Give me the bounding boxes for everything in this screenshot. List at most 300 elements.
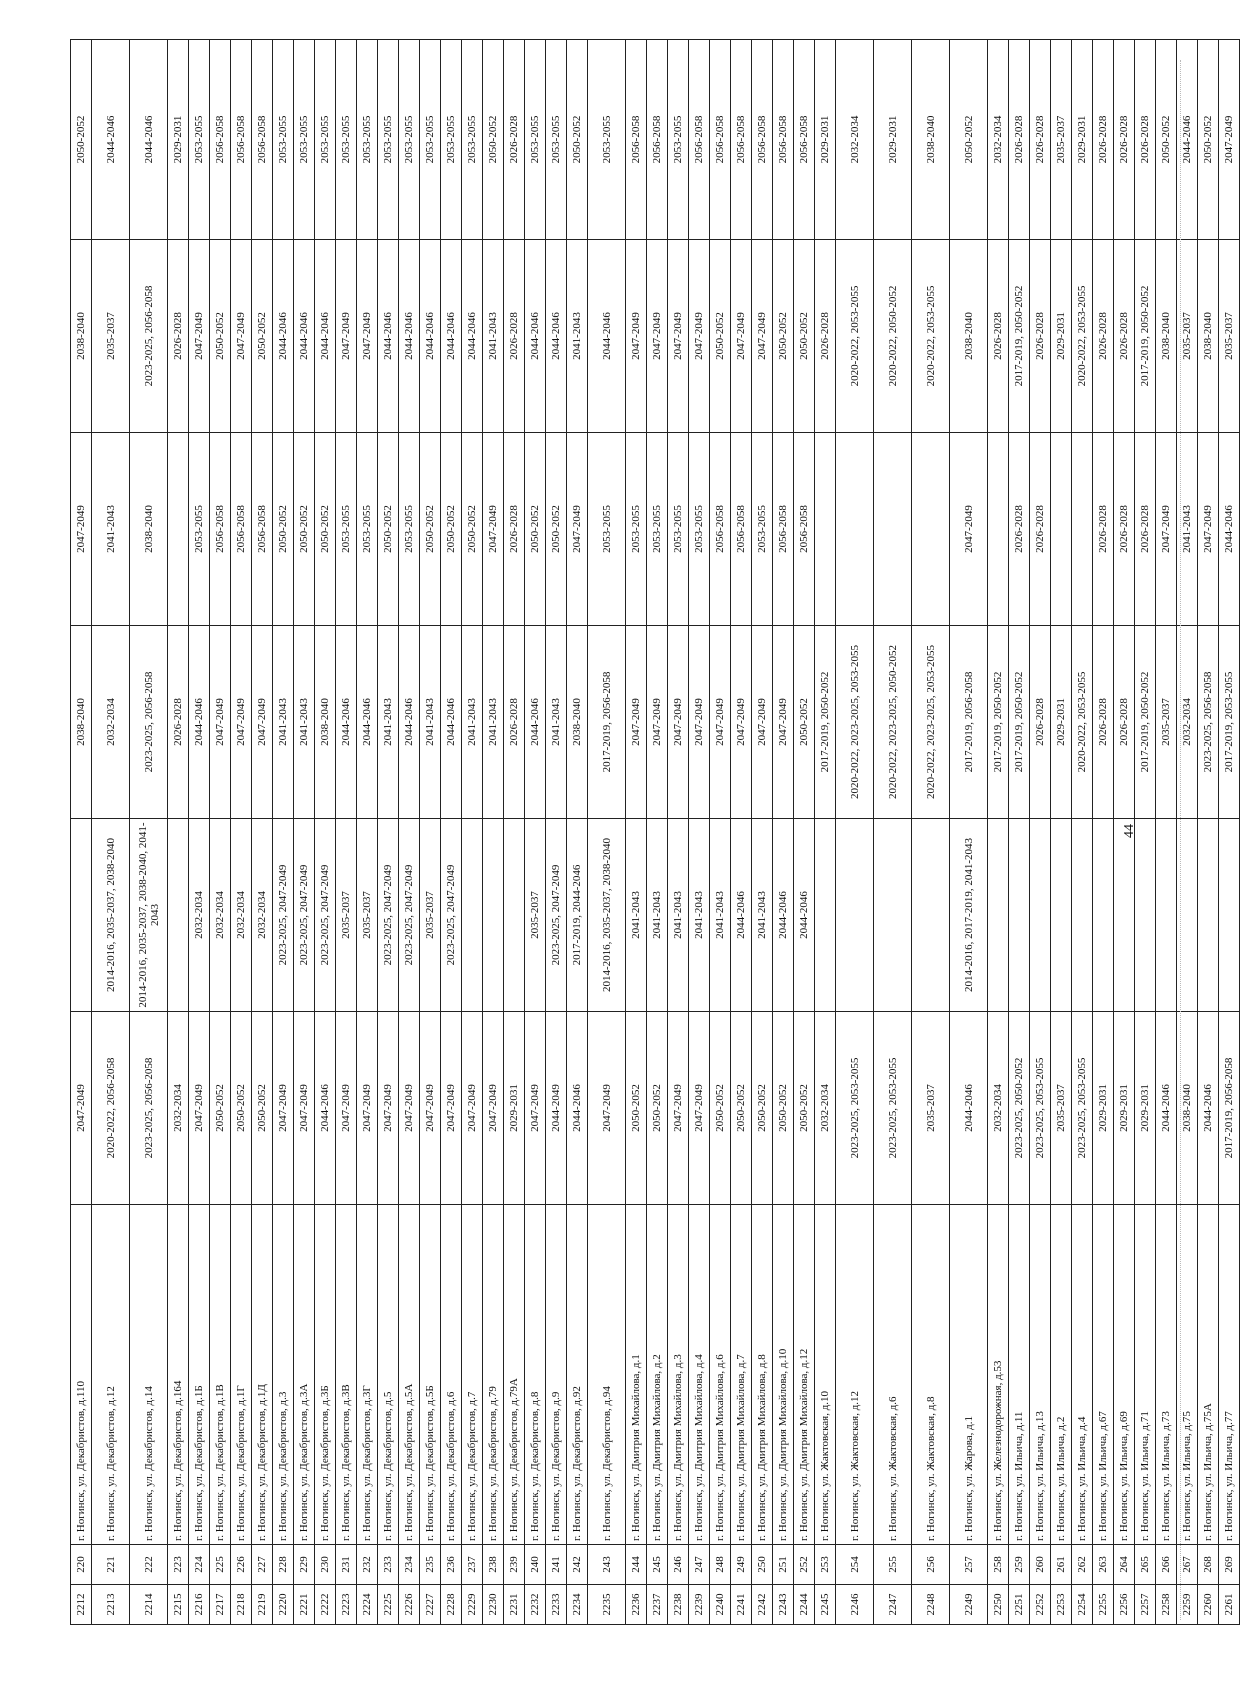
period-cell: 2056-2058 <box>752 40 773 240</box>
row-number-cell: 2250 <box>988 1585 1009 1625</box>
table-row <box>546 40 567 1625</box>
period-cell: 2017-2019, 2056-2058 <box>1219 1012 1240 1205</box>
period-cell: 2023-2025, 2047-2049 <box>315 819 336 1012</box>
period-cell: 2041-2043 <box>710 819 731 1012</box>
sub-number-cell: 269 <box>1219 1545 1240 1585</box>
period-cell: 2041-2043 <box>567 240 588 433</box>
sub-number-cell: 261 <box>1051 1545 1072 1585</box>
sub-number-cell: 248 <box>710 1545 731 1585</box>
period-cell: 2023-2025, 2047-2049 <box>441 819 462 1012</box>
period-cell: 2023-2025, 2047-2049 <box>399 819 420 1012</box>
period-cell: 2053-2055 <box>689 433 710 626</box>
period-cell: 2041-2043 <box>483 626 504 819</box>
period-cell: 2056-2058 <box>731 433 752 626</box>
period-cell: 2041-2043 <box>92 433 130 626</box>
sub-number-cell: 267 <box>1177 1545 1198 1585</box>
period-cell: 2026-2028 <box>1114 626 1135 819</box>
period-cell: 2044-2046 <box>773 819 794 1012</box>
period-cell: 2047-2049 <box>731 240 752 433</box>
address-cell: г. Ногинск, ул. Дмитрия Михайлова, д.10 <box>773 1205 794 1545</box>
row-number-cell: 2248 <box>912 1585 950 1625</box>
table-row <box>988 40 1009 1625</box>
period-cell <box>1051 819 1072 1012</box>
period-cell: 2029-2031 <box>1051 626 1072 819</box>
period-cell <box>836 433 874 626</box>
period-cell: 2053-2055 <box>525 40 546 240</box>
period-cell: 2038-2040 <box>1156 240 1177 433</box>
row-number-cell: 2222 <box>315 1585 336 1625</box>
period-cell: 2035-2037 <box>912 1012 950 1205</box>
address-cell: г. Ногинск, ул. Декабристов, д.5 <box>378 1205 399 1545</box>
period-cell: 2041-2043 <box>689 819 710 1012</box>
period-cell: 2044-2046 <box>1177 40 1198 240</box>
period-cell: 2050-2052 <box>773 240 794 433</box>
table-row <box>92 40 130 1625</box>
period-cell: 2044-2046 <box>546 240 567 433</box>
address-cell: г. Ногинск, ул. Декабристов, д.3В <box>336 1205 357 1545</box>
period-cell: 2053-2055 <box>399 433 420 626</box>
row-number-cell: 2240 <box>710 1585 731 1625</box>
sub-number-cell: 232 <box>357 1545 378 1585</box>
period-cell: 2026-2028 <box>1030 626 1051 819</box>
sub-number-cell: 230 <box>315 1545 336 1585</box>
address-cell: г. Ногинск, ул. Декабристов, д.3Б <box>315 1205 336 1545</box>
period-cell: 2035-2037 <box>1051 1012 1072 1205</box>
period-cell: 2044-2046 <box>441 626 462 819</box>
table-row <box>731 40 752 1625</box>
period-cell <box>988 819 1009 1012</box>
period-cell: 2038-2040 <box>912 40 950 240</box>
address-cell: г. Ногинск, ул. Дмитрия Михайлова, д.4 <box>689 1205 710 1545</box>
period-cell: 2056-2058 <box>773 433 794 626</box>
sub-number-cell: 244 <box>626 1545 647 1585</box>
period-cell: 2044-2046 <box>420 240 441 433</box>
period-cell: 2044-2046 <box>1198 1012 1219 1205</box>
period-cell: 2026-2028 <box>504 626 525 819</box>
period-cell: 2044-2046 <box>588 240 626 433</box>
table-row <box>567 40 588 1625</box>
address-cell: г. Ногинск, ул. Ильича, д.11 <box>1009 1205 1030 1545</box>
address-cell: г. Ногинск, ул. Дмитрия Михайлова, д.3 <box>668 1205 689 1545</box>
sub-number-cell: 234 <box>399 1545 420 1585</box>
row-number-cell: 2260 <box>1198 1585 1219 1625</box>
period-cell: 2047-2049 <box>668 1012 689 1205</box>
period-cell: 2035-2037 <box>1219 240 1240 433</box>
period-cell: 2047-2049 <box>336 240 357 433</box>
period-cell <box>815 819 836 1012</box>
row-number-cell: 2223 <box>336 1585 357 1625</box>
period-cell: 2047-2049 <box>752 240 773 433</box>
period-cell: 2020-2022, 2023-2025, 2053-2055 <box>836 626 874 819</box>
address-cell: г. Ногинск, ул. Декабристов, д.12 <box>92 1205 130 1545</box>
period-cell: 2056-2058 <box>773 40 794 240</box>
period-cell: 2020-2022, 2053-2055 <box>836 240 874 433</box>
address-cell: г. Ногинск, ул. Ильича, д.67 <box>1093 1205 1114 1545</box>
table-row <box>752 40 773 1625</box>
row-number-cell: 2219 <box>252 1585 273 1625</box>
period-cell: 2050-2052 <box>1156 40 1177 240</box>
table-row <box>668 40 689 1625</box>
period-cell <box>1219 819 1240 1012</box>
row-number-cell: 2234 <box>567 1585 588 1625</box>
period-cell: 2053-2055 <box>336 40 357 240</box>
sub-number-cell: 222 <box>130 1545 168 1585</box>
address-cell: г. Ногинск, ул. Декабристов, д.14 <box>130 1205 168 1545</box>
period-cell: 2035-2037 <box>357 819 378 1012</box>
period-cell: 2044-2046 <box>189 626 210 819</box>
address-cell: г. Ногинск, ул. Дмитрия Михайлова, д.12 <box>794 1205 815 1545</box>
sub-number-cell: 239 <box>504 1545 525 1585</box>
period-cell <box>836 819 874 1012</box>
period-cell: 2047-2049 <box>210 626 231 819</box>
period-cell: 2035-2037 <box>336 819 357 1012</box>
period-cell: 2050-2052 <box>210 1012 231 1205</box>
period-cell: 2032-2034 <box>168 1012 189 1205</box>
period-cell <box>168 819 189 1012</box>
period-cell: 2026-2028 <box>1093 626 1114 819</box>
period-cell: 2026-2028 <box>504 433 525 626</box>
table-row <box>168 40 189 1625</box>
sub-number-cell: 221 <box>92 1545 130 1585</box>
period-cell <box>874 433 912 626</box>
row-number-cell: 2255 <box>1093 1585 1114 1625</box>
table-row <box>647 40 668 1625</box>
row-number-cell: 2239 <box>689 1585 710 1625</box>
period-cell: 2026-2028 <box>1114 40 1135 240</box>
period-cell: 2047-2049 <box>441 1012 462 1205</box>
period-cell: 2041-2043 <box>546 626 567 819</box>
period-cell: 2029-2031 <box>168 40 189 240</box>
address-cell: г. Ногинск, ул. Декабристов, д.1Б <box>189 1205 210 1545</box>
period-cell: 2050-2052 <box>546 433 567 626</box>
sub-number-cell: 236 <box>441 1545 462 1585</box>
row-number-cell: 2229 <box>462 1585 483 1625</box>
period-cell: 2050-2052 <box>950 40 988 240</box>
period-cell: 2020-2022, 2056-2058 <box>92 1012 130 1205</box>
period-cell: 2044-2046 <box>130 40 168 240</box>
table-row <box>483 40 504 1625</box>
period-cell: 2044-2046 <box>315 1012 336 1205</box>
period-cell: 2053-2055 <box>441 40 462 240</box>
period-cell: 2047-2049 <box>462 1012 483 1205</box>
period-cell: 2035-2037 <box>420 819 441 1012</box>
period-cell: 2050-2052 <box>273 433 294 626</box>
period-cell: 2047-2049 <box>483 433 504 626</box>
sub-number-cell: 227 <box>252 1545 273 1585</box>
sub-number-cell: 233 <box>378 1545 399 1585</box>
period-cell: 2023-2025, 2047-2049 <box>273 819 294 1012</box>
address-cell: г. Ногинск, ул. Ильича, д.2 <box>1051 1205 1072 1545</box>
sub-number-cell: 259 <box>1009 1545 1030 1585</box>
period-cell: 2050-2052 <box>252 240 273 433</box>
table-row <box>189 40 210 1625</box>
table-row <box>1009 40 1030 1625</box>
period-cell: 2044-2046 <box>357 626 378 819</box>
address-cell: г. Ногинск, ул. Ильича, д.69 <box>1114 1205 1135 1545</box>
period-cell: 2020-2022, 2023-2025, 2050-2052 <box>874 626 912 819</box>
period-cell: 2041-2043 <box>668 819 689 1012</box>
table-row <box>71 40 92 1625</box>
period-cell: 2044-2046 <box>294 240 315 433</box>
row-number-cell: 2249 <box>950 1585 988 1625</box>
address-cell: г. Ногинск, ул. Декабристов, д.6 <box>441 1205 462 1545</box>
row-number-cell: 2218 <box>231 1585 252 1625</box>
period-cell: 2038-2040 <box>950 240 988 433</box>
period-cell: 2050-2052 <box>752 1012 773 1205</box>
row-number-cell: 2235 <box>588 1585 626 1625</box>
table-row <box>874 40 912 1625</box>
period-cell: 2044-2046 <box>731 819 752 1012</box>
period-cell: 2032-2034 <box>252 819 273 1012</box>
table-row <box>912 40 950 1625</box>
table-row <box>1198 40 1219 1625</box>
period-cell: 2044-2046 <box>92 40 130 240</box>
period-cell: 2050-2052 <box>378 433 399 626</box>
period-cell <box>71 819 92 1012</box>
sub-number-cell: 250 <box>752 1545 773 1585</box>
period-cell: 2047-2049 <box>357 240 378 433</box>
table-row <box>1072 40 1093 1625</box>
period-cell: 2047-2049 <box>231 240 252 433</box>
period-cell: 2053-2055 <box>752 433 773 626</box>
period-cell: 2056-2058 <box>689 40 710 240</box>
period-cell: 2053-2055 <box>588 40 626 240</box>
sub-number-cell: 252 <box>794 1545 815 1585</box>
address-cell: г. Ногинск, ул. Декабристов, д.9 <box>546 1205 567 1545</box>
period-cell: 2044-2046 <box>950 1012 988 1205</box>
table-row <box>420 40 441 1625</box>
address-cell: г. Ногинск, ул. Жарова, д.1 <box>950 1205 988 1545</box>
row-number-cell: 2254 <box>1072 1585 1093 1625</box>
period-cell: 2044-2046 <box>336 626 357 819</box>
period-cell: 2029-2031 <box>1135 1012 1156 1205</box>
period-cell <box>874 819 912 1012</box>
period-cell: 2041-2043 <box>483 240 504 433</box>
sub-number-cell: 224 <box>189 1545 210 1585</box>
period-cell: 2026-2028 <box>1093 240 1114 433</box>
period-cell <box>462 819 483 1012</box>
period-cell: 2053-2055 <box>315 40 336 240</box>
period-cell: 2023-2025, 2047-2049 <box>294 819 315 1012</box>
period-cell: 2050-2052 <box>71 40 92 240</box>
table-row <box>710 40 731 1625</box>
period-cell <box>1051 433 1072 626</box>
address-cell: г. Ногинск, ул. Декабристов, д.164 <box>168 1205 189 1545</box>
period-cell: 2032-2034 <box>988 40 1009 240</box>
address-cell: г. Ногинск, ул. Дмитрия Михайлова, д.7 <box>731 1205 752 1545</box>
table-row <box>794 40 815 1625</box>
period-cell: 2014-2016, 2017-2019, 2041-2043 <box>950 819 988 1012</box>
address-cell: г. Ногинск, ул. Жактовская, д.8 <box>912 1205 950 1545</box>
table-row <box>399 40 420 1625</box>
period-cell: 2053-2055 <box>189 433 210 626</box>
address-cell: г. Ногинск, ул. Декабристов, д.3Г <box>357 1205 378 1545</box>
period-cell: 2053-2055 <box>273 40 294 240</box>
period-cell: 2047-2049 <box>626 240 647 433</box>
period-cell: 2056-2058 <box>210 40 231 240</box>
period-cell: 2053-2055 <box>189 40 210 240</box>
period-cell: 2023-2025, 2053-2055 <box>1030 1012 1051 1205</box>
period-cell: 2044-2046 <box>399 240 420 433</box>
schedule-table <box>70 39 1240 1625</box>
period-cell: 2017-2019, 2044-2046 <box>567 819 588 1012</box>
address-cell: г. Ногинск, ул. Дмитрия Михайлова, д.6 <box>710 1205 731 1545</box>
period-cell: 2047-2049 <box>189 1012 210 1205</box>
period-cell: 2029-2031 <box>1114 1012 1135 1205</box>
period-cell: 2050-2052 <box>647 1012 668 1205</box>
page-number: 44 <box>1122 824 1137 838</box>
address-cell: г. Ногинск, ул. Ильича, д.13 <box>1030 1205 1051 1545</box>
period-cell: 2044-2046 <box>399 626 420 819</box>
table-row <box>1219 40 1240 1625</box>
period-cell: 2032-2034 <box>210 819 231 1012</box>
period-cell: 2044-2046 <box>273 240 294 433</box>
period-cell: 2023-2025, 2056-2058 <box>130 240 168 433</box>
sub-number-cell: 251 <box>773 1545 794 1585</box>
period-cell: 2053-2055 <box>399 40 420 240</box>
sub-number-cell: 235 <box>420 1545 441 1585</box>
period-cell <box>912 433 950 626</box>
period-cell: 2035-2037 <box>525 819 546 1012</box>
period-cell: 2026-2028 <box>1135 40 1156 240</box>
period-cell: 2038-2040 <box>130 433 168 626</box>
row-number-cell: 2256 <box>1114 1585 1135 1625</box>
period-cell: 2014-2016, 2035-2037, 2038-2040, 2041-2043 <box>130 819 168 1012</box>
period-cell: 2041-2043 <box>378 626 399 819</box>
sub-number-cell: 241 <box>546 1545 567 1585</box>
table-row <box>378 40 399 1625</box>
period-cell: 2047-2049 <box>752 626 773 819</box>
period-cell: 2023-2025, 2047-2049 <box>546 819 567 1012</box>
period-cell: 2047-2049 <box>647 240 668 433</box>
sub-number-cell: 256 <box>912 1545 950 1585</box>
row-number-cell: 2251 <box>1009 1585 1030 1625</box>
period-cell: 2053-2055 <box>668 40 689 240</box>
sub-number-cell: 243 <box>588 1545 626 1585</box>
table-row <box>210 40 231 1625</box>
address-cell: г. Ногинск, ул. Дмитрия Михайлова, д.1 <box>626 1205 647 1545</box>
period-cell: 2053-2055 <box>420 40 441 240</box>
period-cell: 2044-2046 <box>1156 1012 1177 1205</box>
row-number-cell: 2243 <box>773 1585 794 1625</box>
period-cell: 2026-2028 <box>1093 40 1114 240</box>
address-cell: г. Ногинск, ул. Декабристов, д.3А <box>294 1205 315 1545</box>
period-cell: 2056-2058 <box>794 40 815 240</box>
sub-number-cell: 225 <box>210 1545 231 1585</box>
row-number-cell: 2245 <box>815 1585 836 1625</box>
period-cell <box>1072 433 1093 626</box>
table-row <box>1093 40 1114 1625</box>
period-cell: 2053-2055 <box>546 40 567 240</box>
period-cell: 2032-2034 <box>836 40 874 240</box>
sub-number-cell: 253 <box>815 1545 836 1585</box>
row-number-cell: 2214 <box>130 1585 168 1625</box>
period-cell: 2050-2052 <box>315 433 336 626</box>
period-cell: 2032-2034 <box>189 819 210 1012</box>
period-cell: 2050-2052 <box>462 433 483 626</box>
period-cell: 2020-2022, 2053-2055 <box>1072 240 1093 433</box>
period-cell <box>1135 819 1156 1012</box>
period-cell: 2026-2028 <box>1009 433 1030 626</box>
address-cell: г. Ногинск, ул. Ильича, д.77 <box>1219 1205 1240 1545</box>
period-cell: 2056-2058 <box>252 433 273 626</box>
sub-number-cell: 231 <box>336 1545 357 1585</box>
period-cell: 2023-2025, 2053-2055 <box>836 1012 874 1205</box>
address-cell: г. Ногинск, ул. Ильича, д.73 <box>1156 1205 1177 1545</box>
period-cell: 2047-2049 <box>273 1012 294 1205</box>
period-cell: 2050-2052 <box>626 1012 647 1205</box>
sub-number-cell: 242 <box>567 1545 588 1585</box>
table-row <box>815 40 836 1625</box>
row-number-cell: 2241 <box>731 1585 752 1625</box>
period-cell: 2047-2049 <box>252 626 273 819</box>
period-cell: 2032-2034 <box>231 819 252 1012</box>
period-cell <box>1198 819 1219 1012</box>
period-cell: 2026-2028 <box>1114 433 1135 626</box>
period-cell: 2050-2052 <box>420 433 441 626</box>
period-cell: 2026-2028 <box>1030 240 1051 433</box>
row-number-cell: 2238 <box>668 1585 689 1625</box>
period-cell: 2053-2055 <box>357 433 378 626</box>
sub-number-cell: 264 <box>1114 1545 1135 1585</box>
period-cell: 2017-2019, 2050-2052 <box>1135 626 1156 819</box>
period-cell: 2047-2049 <box>567 433 588 626</box>
address-cell: г. Ногинск, ул. Дмитрия Михайлова, д.2 <box>647 1205 668 1545</box>
address-cell: г. Ногинск, ул. Декабристов, д.5Б <box>420 1205 441 1545</box>
period-cell: 2056-2058 <box>626 40 647 240</box>
period-cell: 2047-2049 <box>773 626 794 819</box>
address-cell: г. Ногинск, ул. Жактовская, д.6 <box>874 1205 912 1545</box>
period-cell: 2038-2040 <box>567 626 588 819</box>
table-row <box>273 40 294 1625</box>
period-cell: 2047-2049 <box>1156 433 1177 626</box>
period-cell: 2056-2058 <box>731 40 752 240</box>
sub-number-cell: 223 <box>168 1545 189 1585</box>
row-number-cell: 2253 <box>1051 1585 1072 1625</box>
sub-number-cell: 228 <box>273 1545 294 1585</box>
period-cell: 2050-2052 <box>1198 40 1219 240</box>
table-body <box>71 40 1240 1625</box>
period-cell: 2032-2034 <box>815 1012 836 1205</box>
period-cell: 2050-2052 <box>252 1012 273 1205</box>
period-cell: 2026-2028 <box>988 240 1009 433</box>
period-cell: 2053-2055 <box>294 40 315 240</box>
period-cell: 2038-2040 <box>71 240 92 433</box>
period-cell: 2053-2055 <box>378 40 399 240</box>
period-cell: 2047-2049 <box>588 1012 626 1205</box>
period-cell: 2041-2043 <box>647 819 668 1012</box>
row-number-cell: 2236 <box>626 1585 647 1625</box>
row-number-cell: 2213 <box>92 1585 130 1625</box>
period-cell: 2050-2052 <box>794 240 815 433</box>
period-cell: 2047-2049 <box>950 433 988 626</box>
address-cell: г. Ногинск, ул. Декабристов, д.79 <box>483 1205 504 1545</box>
period-cell: 2056-2058 <box>794 433 815 626</box>
row-number-cell: 2252 <box>1030 1585 1051 1625</box>
table-row <box>462 40 483 1625</box>
sub-number-cell: 229 <box>294 1545 315 1585</box>
sub-number-cell: 266 <box>1156 1545 1177 1585</box>
address-cell: г. Ногинск, ул. Декабристов, д.3 <box>273 1205 294 1545</box>
row-number-cell: 2220 <box>273 1585 294 1625</box>
period-cell: 2020-2022, 2050-2052 <box>874 240 912 433</box>
period-cell: 2017-2019, 2056-2058 <box>588 626 626 819</box>
sub-number-cell: 258 <box>988 1545 1009 1585</box>
period-cell: 2041-2043 <box>626 819 647 1012</box>
period-cell: 2026-2028 <box>168 240 189 433</box>
sub-number-cell: 246 <box>668 1545 689 1585</box>
sub-number-cell: 238 <box>483 1545 504 1585</box>
